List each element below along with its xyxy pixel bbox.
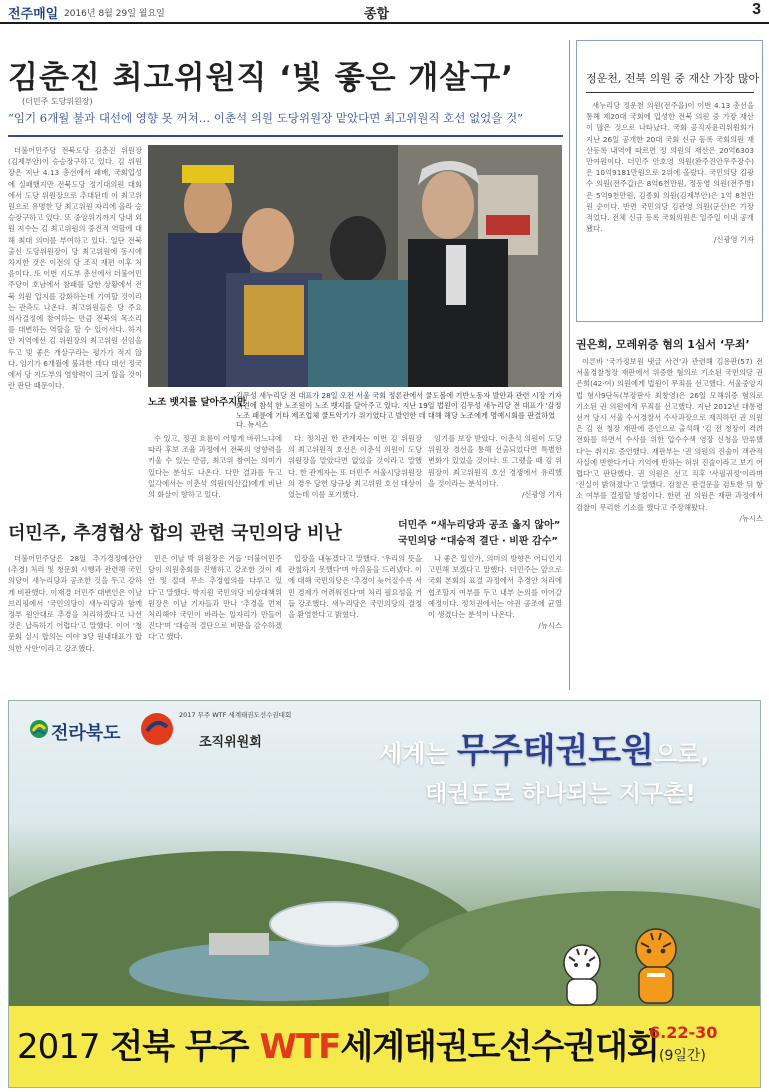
lead-byline: /신광영 기자	[521, 490, 562, 500]
ad-stadium	[269, 901, 399, 947]
lead-column-2: 수 있고, 정권 흐름이 어떻게 바뀌느냐에 따라 후보 조율 과정에서 전북의 영향력을 키울 수 있는 만큼, 최고위 참여는 의미가 있다는 분석도 나온다. 다만 결과를 두고 일각에서는 이춘석 의원(익산갑)에게 비난의 화살이 향하고 있다.	[148, 434, 282, 500]
ad-lake	[129, 941, 429, 1001]
page-number: 3	[752, 1, 761, 18]
sidebar2-headline[interactable]: 권은희, 모레위증 혐의 1심서 ‘무죄’	[576, 338, 750, 351]
story2-subhead-1: 더민주 “새누리당과 공조 옳지 않아”	[398, 520, 561, 531]
ad-slogan-2: 태권도로 하나되는 지구촌!	[425, 781, 696, 807]
news-photo[interactable]	[148, 145, 562, 387]
masthead: 전주매일	[8, 7, 59, 22]
sidebar-headline[interactable]: 정운천, 전북 의원 중 재산 가장 많아	[586, 72, 760, 85]
ad-organizer: 조직위원회	[199, 735, 262, 750]
story2-column-4: 나 좋은 일인가, 의미의 방향은 어디인지 고민해 보겠다고 말했다. 더민주는 앞으로 국회 본회의 표결 과정에서 추경안 처리에 협조할지 여부를 두고 내부 논의를 이어갈 예정이다. 정치권에서는 야권 공조에 균열이 생겼다는 분석이 나온다. /뉴시스	[428, 554, 562, 631]
tiger-mascot-icon	[621, 923, 691, 1007]
ad-logo-text: 전라북도	[51, 723, 121, 744]
sidebar-body: 새누리당 정운천 의원(전주을)이 이번 4.13 총선을 통해 제20대 국회에 입성한 전북 의원 중 가장 재산이 많은 것으로 나타났다. 국회 공직자윤리위원회가 지난 26일 공개한 20대 국회 신규 등록 국회의원 재산등록 내역에 따르면 정 의원의 재산은 20억6303만여원이다. 더민주 안호영 의원(완주진안무주장수)은 10억9181만원으로 2위에 올랐다. 국민의당 김광수 의원(전주갑)은 8억6천만원, 정동영 의원(전주병)은 5억9천만원, 김종회 의원(김제부안)은 1억 8천만원 순이다. 반면 국민의당 김관영 의원(군산)은 가장 적었다. 전체 신규 등록 국회의원은 일주일 이내 공개됐다. /신광영 기자	[586, 101, 754, 245]
story2-headline[interactable]: 더민주, 추경협상 합의 관련 국민의당 비난	[8, 523, 342, 544]
sidebar2-body: 이른바 '국가정보원 댓글 사건'과 관련해 김용판(57) 전 서울경찰청장 재판에서 위증한 혐의로 기소된 국민의당 권은희(42·여) 의원에게 법원이 무죄를 선고했다. 서울중앙지법 형사9단독(부장판사 최창영)은 26일 모해위증 혐의로 기소된 권 의원에게 무죄를 선고했다. 지난 2012년 대통령 선거 당시 서울 수서경찰서 수사과장으로 재직하던 권 의원은 김 전 청장 재판에 증인으로 출석해 '김 전 청장이 격려전화를 하면서 수사를 위한 압수수색 영장 신청을 만류했다'는 취지로 증언했다. 재판부는 '권 의원의 진술이 객관적 사실에 반한다거나 기억에 반하는 허위 진술이라고 보기 어렵다'고 판단했다. 권 의원은 선고 직후 '사필귀정'이라며 '진실이 밝혀졌다'고 말했다. 검찰은 판결문을 검토한 뒤 항소 여부를 결정할 방침이다. 한편 권 의원은 재판 과정에서 검찰이 무리한 기소를 했다고 주장해왔다. /뉴시스	[576, 357, 763, 523]
photo-caption: 김무성 새누리당 전 대표가 28일 오전 서울 국회 정론관에서 쿨도볼에 기반노동자 발안과 관련 시장 기자회견에 참석 한 노조원이 노조 뱃지를 달아주고 있다. 지난 19일 법원이 김무성 새누리당 전 대표가 '감정 노조 패륜에 기타 제조업체 쿨트악기가 위기였다고 발언한 데 대해 해당 노조에게 명예시회를 판결하였다. 뉴시스	[236, 391, 562, 430]
ad-building	[209, 933, 269, 955]
ad-slogan-1: 세계는 무주태권도원으로,	[379, 731, 710, 771]
tiger-mascot-icon	[547, 939, 617, 1009]
lead-subhead: “임기 6개월 불과 대선에 영향 못 꺼쳐… 이춘석 의원 도당위원장 맡았다면 최고위원직 호선 없었을 것”	[8, 111, 523, 125]
lead-column-4: 임기를 보장 받았다. 이춘석 의원이 도당위원장 경선을 통해 선출되었다면 특별한 변화가 있었을 것이다. 또 그랬을 때 김 위원장이 최고위원직 호선 경쟁에서 유리했을 것이라는 분석이다. /신광영 기자	[428, 434, 562, 500]
ad-organizer-small: 2017 무주 WTF 세계태권도선수권대회	[179, 711, 292, 719]
lead-column-3: 다. 정치권 한 관계자는 이번 김 위원장의 최고위원직 호선은 이춘석 의원이 도당위원장을 맡았다면 없었을 것이라고 말했다. 한 관계자는 또 더민주 서울시당위원장의 경우 당헌 당규상 최고위원 호선 대상이었는데 이를 포기했다.	[288, 434, 422, 500]
sidebar-byline: /신광영 기자	[713, 235, 754, 245]
issue-date: 2016년 8월 29일 월요일	[64, 9, 165, 19]
taekwondo-emblem-icon	[139, 711, 175, 747]
story2-column-3: 입장을 내놓겠다고 말했다. '우리의 뜻을 관철하지 못했다'며 아쉬움을 드러냈다. 이에 대해 국민의당은 '추경이 늦어질수록 서민 경제가 어려워진다'며 처리 필요성을 거듭 강조했다. 새누리당은 국민의당의 결정을 환영한다고 밝혔다.	[288, 554, 422, 620]
sidebar-divider	[586, 92, 754, 93]
jeonbuk-logo-icon	[29, 719, 49, 739]
story2-column-1: 더불어민주당은 28일 추가경정예산안(추경) 처리 및 청문회 시행과 관련해 국민의당이 새누리당과 공조한 것을 두고 강하게 비판했다. 이재경 더민주 대변인은 이날 브리핑에서 '국민의당이 새누리당과 함께 정부 원안대로 추경을 처리하겠다고 나선 것은 납득하기 어렵다'고 말했다. 이어 '청문회 실시 합의는 여야 3당 원내대표가 합의한 사안'이라고 강조했다.	[8, 554, 142, 653]
advertisement[interactable]	[8, 700, 761, 1088]
ad-event-date: 6.22-30	[649, 1023, 718, 1042]
lead-divider	[8, 135, 563, 137]
section-title: 종합	[364, 7, 390, 22]
photo-caption-label: 노조 뱃지를 달아주지만	[148, 397, 247, 408]
lead-headline[interactable]: 김춘진 최고위원직 ‘빛 좋은 개살구’	[8, 60, 514, 96]
column-divider	[569, 40, 570, 690]
story2-subhead-2: 국민의당 “대승적 결단 · 비판 감수”	[398, 536, 558, 547]
sidebar2-byline: /뉴시스	[739, 513, 763, 523]
story2-byline: /뉴시스	[538, 621, 562, 631]
headline-caption: (더민주 도당위원장)	[22, 97, 93, 106]
lead-column-1: 더불어민주당 전북도당 김춘진 위원장(김제부안)이 승승장구하고 있다. 김 위원장은 지난 4.13 총선에서 패배, 국회입성에 실패했지만 전북도당 정기대의원 대회에서 도당 위원장으로 추대된데 이 최고위원으로 유명한 당 최고위원 자리에 올라 승승장구하고 있다. 또 중앙위기까지 당내 외원 지수는 김 최고위원의 중진적 역할에 대해 최대 의미를 부여하고 있다. 일단 전북출신 도당위원장이 당 최고위원에 동시에 차지한 것은 이전의 당 조직 재편 이후 처음이다. 또 이번 지도부 총선에서 더불어민주당이 호남에서 참패를 당한 상황에서 전북 의원 입지를 강화하는데 기여할 것이라는 관측도 나온다. 최고위원들은 당 주요 의사결정에 참여하는 만큼 전북의 목소리를 대변하는 역할을 할 수 있어서다. 하지만 지역에선 김 위원장의 최고위원 선임을 두고 빛 좋은 개살구라는 평가가 적지 않다. 임기가 6개월에 불과한 데다 대선 정국에서 당 지도부의 영향력이 크지 않을 것이란 판단 때문이다.	[8, 146, 142, 391]
story2-column-2: 민은 이날 박 위원장은 거듭 '더불어민주당이 의원총회를 진행하고 강조한 것이 제안 및 절대 무소 추경협의를 다루고 있다'고 말했다. 박지원 국민의당 비상대책위원장은 이날 기자들과 만나 '추경을 먼저 처리해야 국민이 바라는 일자리가 만들어진다'며 '대승적 결단으로 비판을 감수하겠다'고 했다.	[148, 554, 282, 642]
ad-event-title: 2017 전북 무주 WTF세계태권도선수권대회	[17, 1027, 659, 1067]
ad-event-days: (9일간)	[659, 1048, 706, 1064]
